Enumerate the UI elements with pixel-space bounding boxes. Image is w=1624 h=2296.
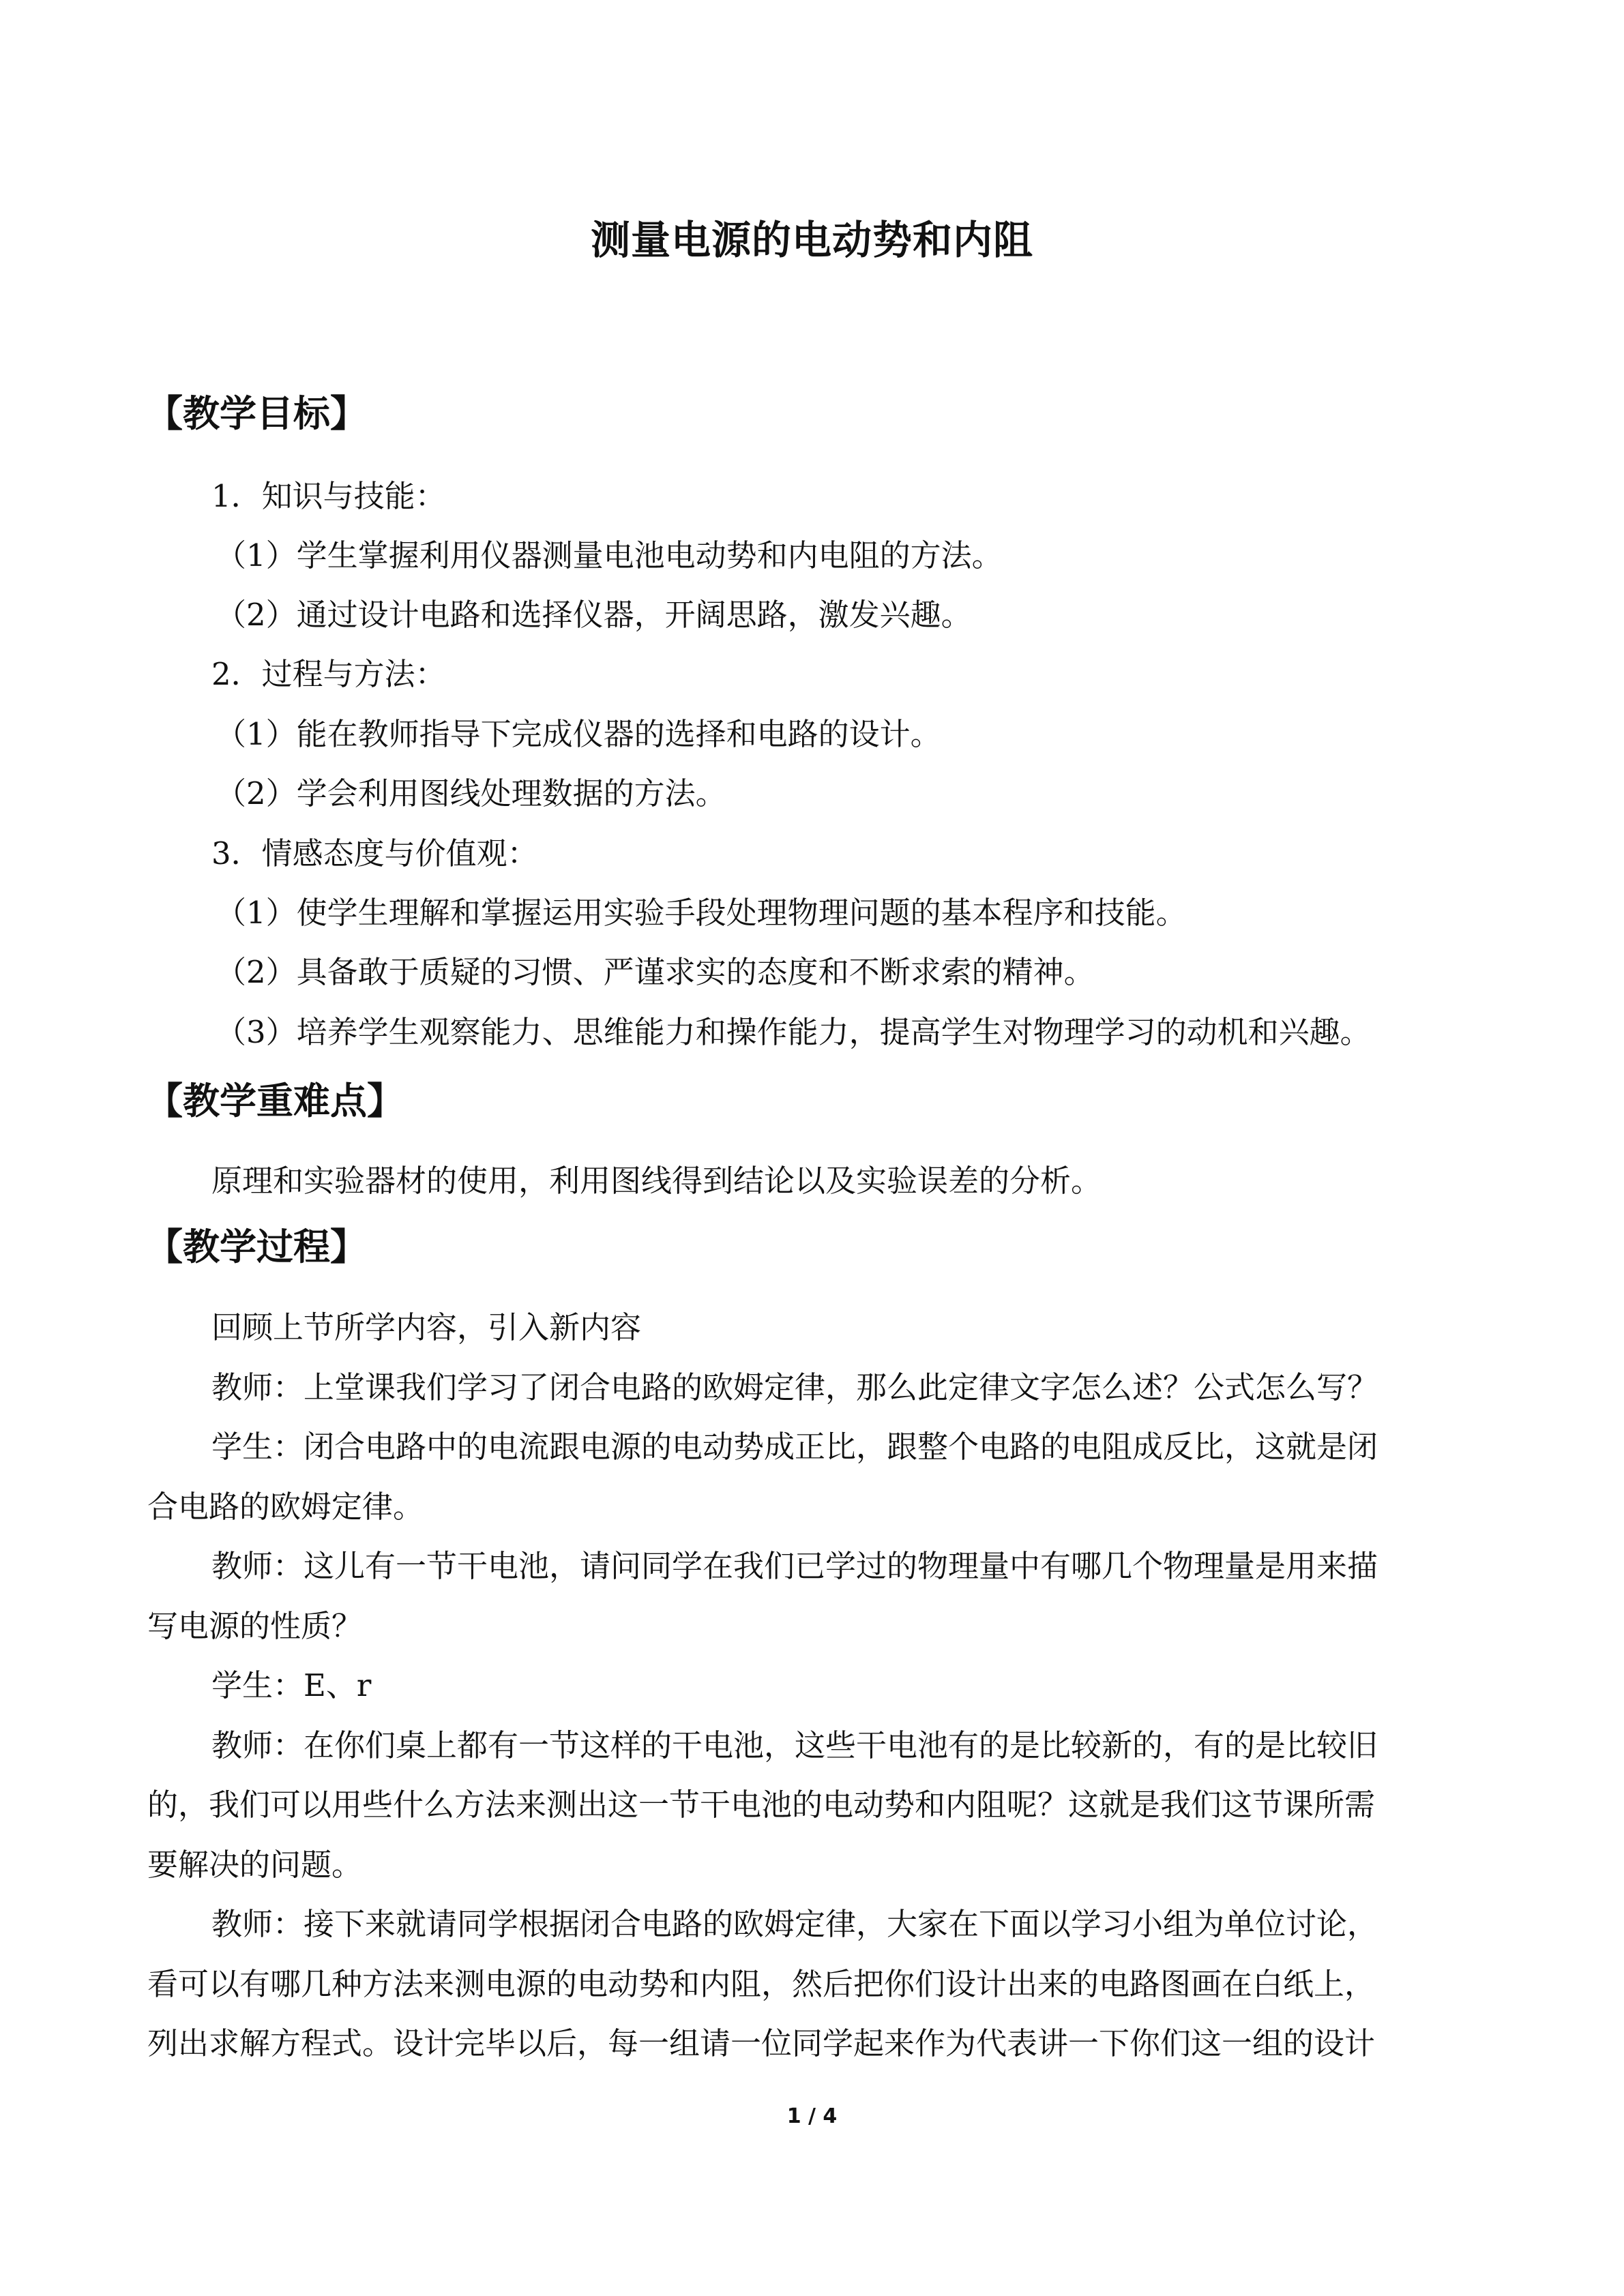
objectives-line: （2）学会利用图线处理数据的方法。 bbox=[216, 775, 726, 811]
objectives-line: 2．过程与方法： bbox=[211, 656, 446, 692]
objectives-line: 1．知识与技能： bbox=[211, 478, 446, 514]
section-heading-objectives: 【教学目标】 bbox=[146, 391, 367, 435]
process-line: 学生：E、r bbox=[211, 1667, 372, 1703]
page-title: 测量电源的电动势和内阻 bbox=[590, 217, 1033, 263]
process-line: 要解决的问题。 bbox=[147, 1847, 363, 1883]
process-line: 看可以有哪几种方法来测电源的电动势和内阻，然后把你们设计出来的电路图画在白纸上， bbox=[147, 1966, 1376, 2002]
keypoints-line: 原理和实验器材的使用，利用图线得到结论以及实验误差的分析。 bbox=[211, 1163, 1102, 1199]
objectives-line: （2）具备敢于质疑的习惯、严谨求实的态度和不断求索的精神。 bbox=[216, 954, 1095, 990]
objectives-line: （3）培养学生观察能力、思维能力和操作能力，提高学生对物理学习的动机和兴趣。 bbox=[216, 1014, 1371, 1050]
process-line: 学生：闭合电路中的电流跟电源的电动势成正比，跟整个电路的电阻成反比，这就是闭 bbox=[211, 1429, 1378, 1465]
objectives-line: （1）学生掌握利用仪器测量电池电动势和内电阻的方法。 bbox=[216, 537, 1003, 573]
objectives-line: （1）使学生理解和掌握运用实验手段处理物理问题的基本程序和技能。 bbox=[216, 895, 1187, 931]
process-line: 教师：这儿有一节干电池，请问同学在我们已学过的物理量中有哪几个物理量是用来描 bbox=[211, 1548, 1378, 1584]
process-line: 教师：接下来就请同学根据闭合电路的欧姆定律，大家在下面以学习小组为单位讨论， bbox=[211, 1906, 1378, 1942]
process-line: 合电路的欧姆定律。 bbox=[147, 1489, 424, 1525]
process-line: 教师：上堂课我们学习了闭合电路的欧姆定律，那么此定律文字怎么述？公式怎么写？ bbox=[211, 1369, 1378, 1405]
section-heading-keypoints: 【教学重难点】 bbox=[146, 1079, 404, 1122]
process-line: 的，我们可以用些什么方法来测出这一节干电池的电动势和内阻呢？这就是我们这节课所需 bbox=[147, 1787, 1376, 1823]
objectives-line: （2）通过设计电路和选择仪器，开阔思路，激发兴趣。 bbox=[216, 597, 972, 633]
page-number: 1 / 4 bbox=[786, 2104, 838, 2128]
section-heading-process: 【教学过程】 bbox=[146, 1225, 367, 1268]
process-line: 列出求解方程式。设计完毕以后，每一组请一位同学起来作为代表讲一下你们这一组的设计 bbox=[147, 2025, 1376, 2061]
objectives-line: 3．情感态度与价值观： bbox=[211, 835, 538, 871]
process-line: 写电源的性质？ bbox=[147, 1608, 363, 1644]
process-line: 教师：在你们桌上都有一节这样的干电池，这些干电池有的是比较新的，有的是比较旧 bbox=[211, 1727, 1378, 1763]
process-line: 回顾上节所学内容，引入新内容 bbox=[211, 1309, 642, 1345]
objectives-line: （1）能在教师指导下完成仪器的选择和电路的设计。 bbox=[216, 716, 941, 752]
